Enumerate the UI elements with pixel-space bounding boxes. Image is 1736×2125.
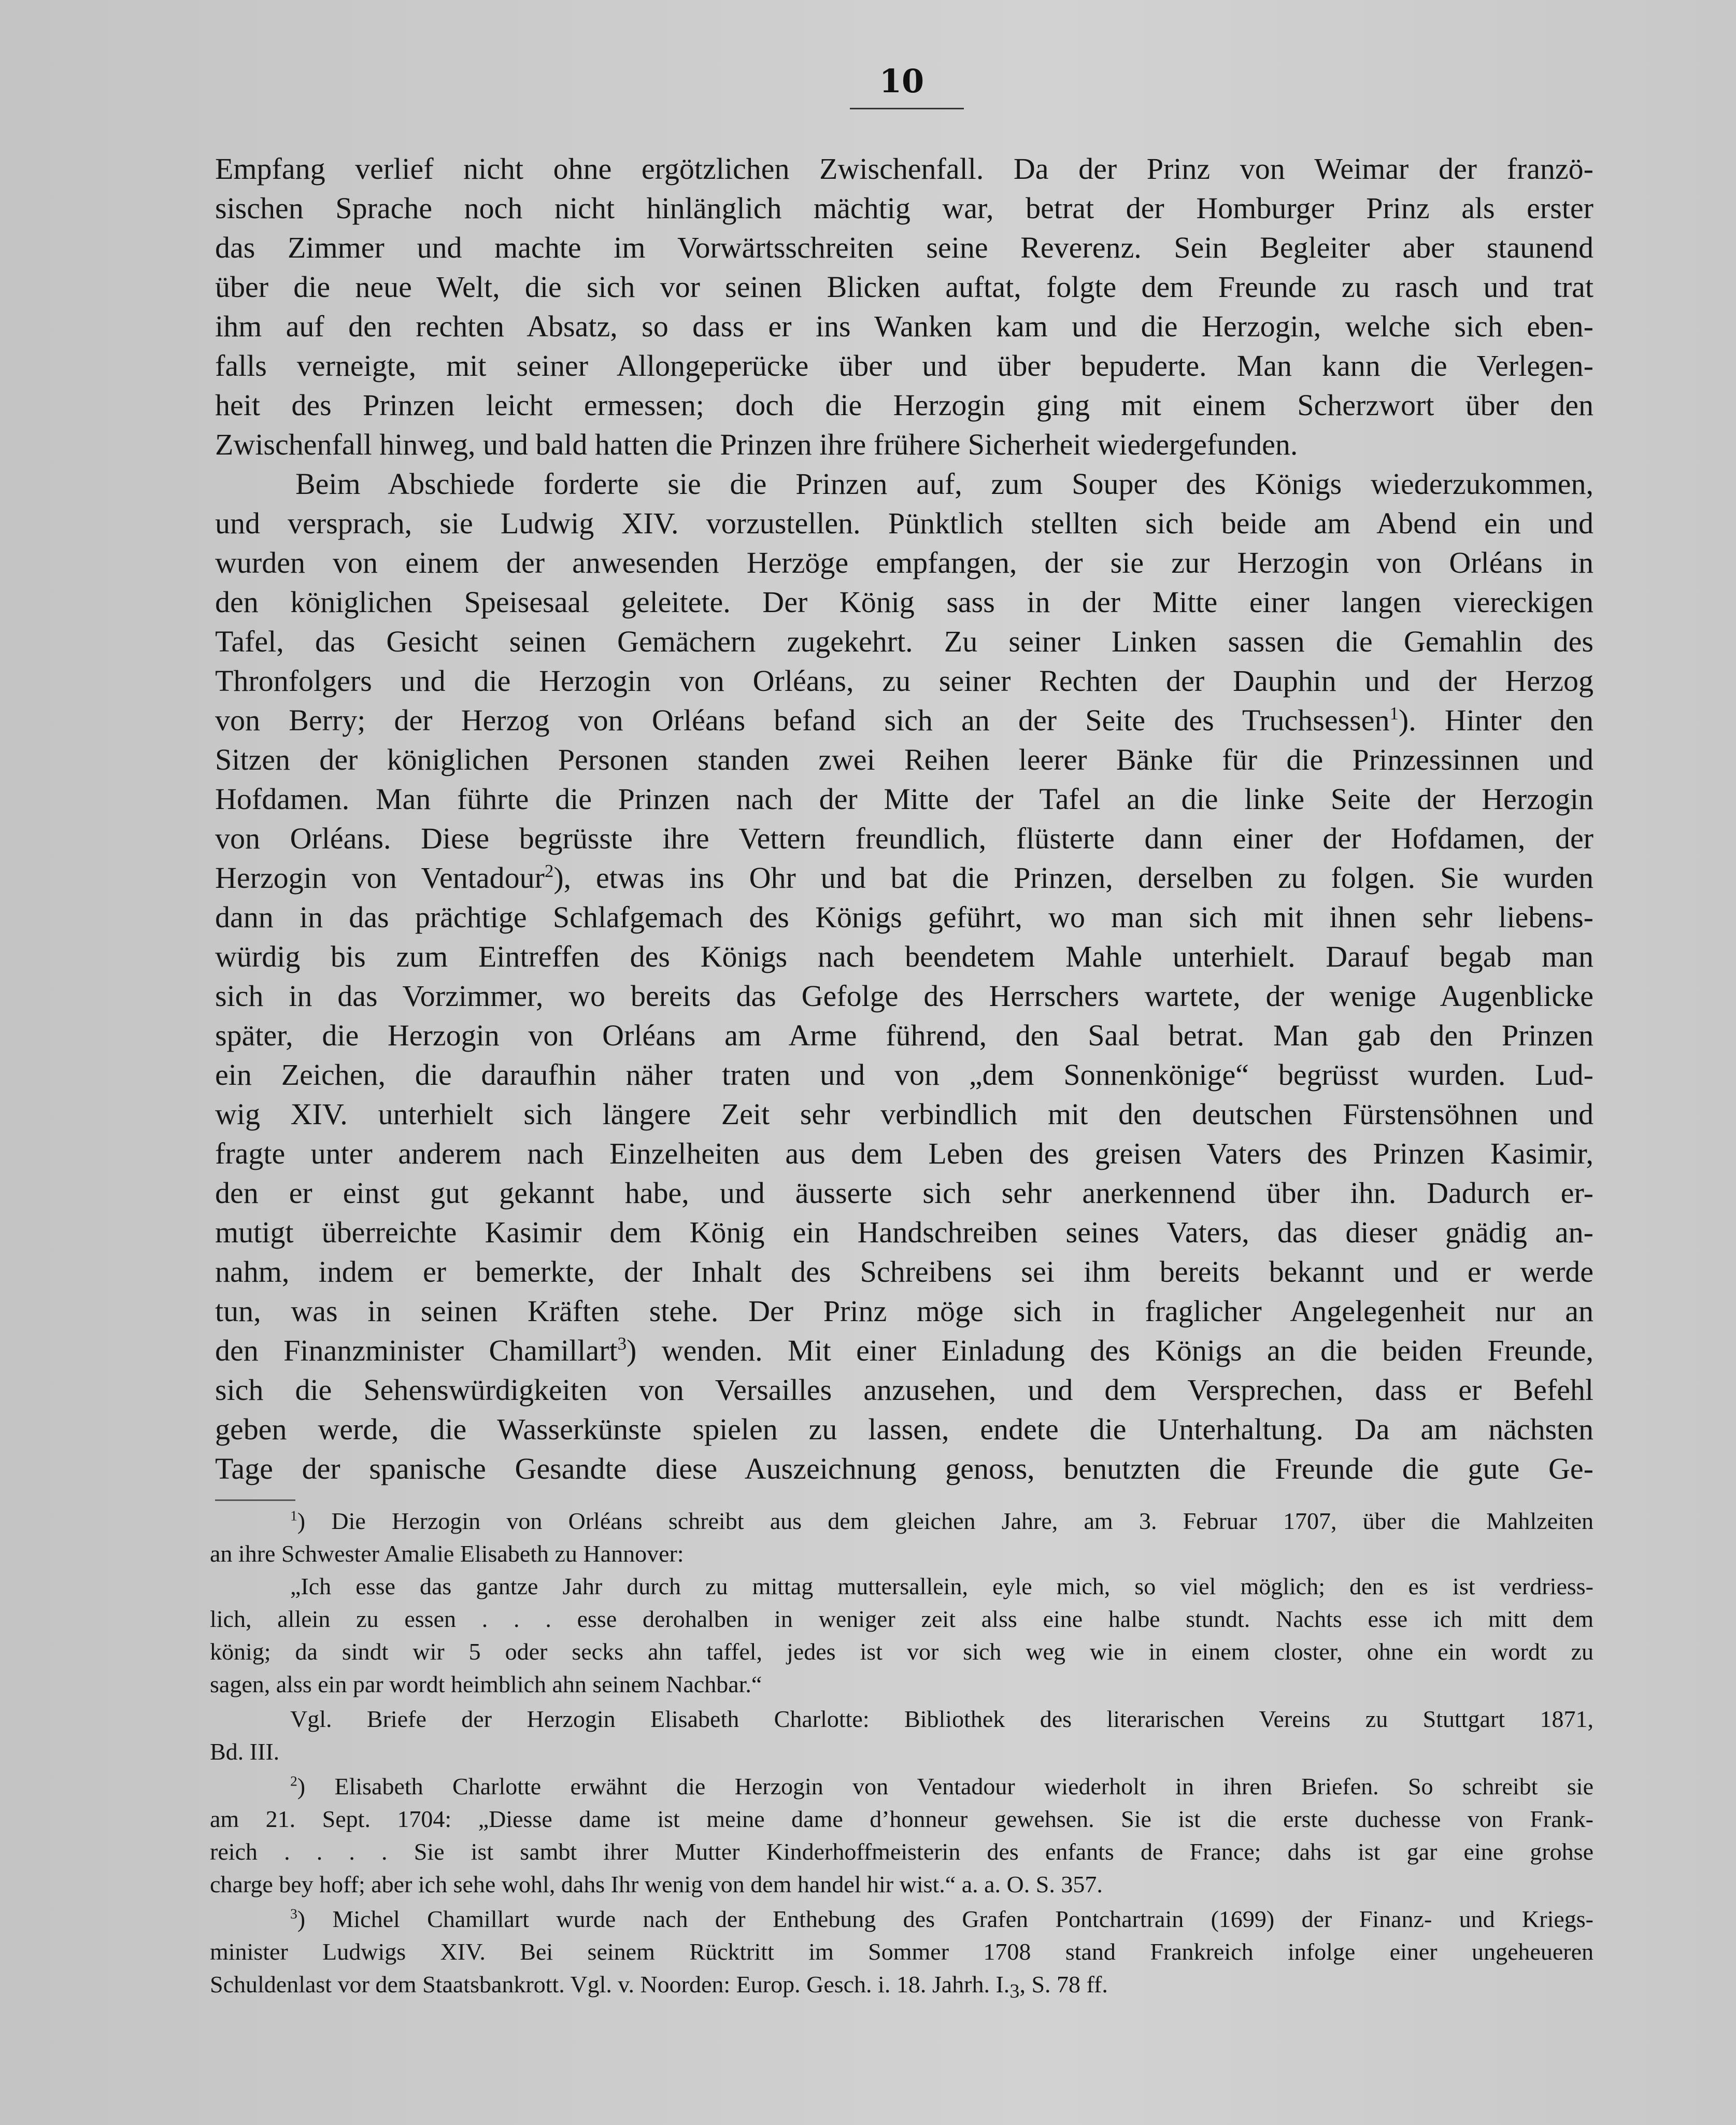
footnote-line — [290, 1507, 1593, 1540]
footnote-marker: 3 — [290, 1905, 297, 1922]
footnote-rule — [215, 1499, 295, 1501]
body-line: ein Zeichen, die daraufhin näher traten und von „dem Sonnenkönige“ begrüsst wurden. Lud- — [215, 1058, 1593, 1092]
body-line: ihm auf den rechten Absatz, so dass er ins Wanken kam und die Herzogin, welche sich eben- — [215, 309, 1593, 343]
footnote-ref: 3 — [617, 1334, 627, 1354]
footnote-marker: 2 — [290, 1773, 297, 1789]
footnote-text: Michel Chamillart wurde nach der Enthebung des Grafen Pontchartrain (1699) der Finanz- und Kriegs- — [332, 1906, 1593, 1932]
body-line-text: ). Hinter den — [1398, 703, 1593, 737]
body-line: sich in das Vorzimmer, wo bereits das Gefolge des Herrschers wartete, der wenige Augenblicke — [215, 979, 1593, 1013]
body-line: Sitzen der königlichen Personen standen zwei Reihen leerer Bänke für die Prinzessinnen und — [215, 743, 1593, 776]
body-line — [215, 858, 1593, 898]
body-line: von Orléans. Diese begrüsste ihre Vettern freundlich, flüsterte dann einer der Hofdamen, der — [215, 821, 1593, 855]
footnote-bracket: ) — [297, 1508, 332, 1534]
footnote-line — [290, 1773, 1593, 1805]
body-line: wurden von einem der anwesenden Herzöge empfangen, der sie zur Herzogin von Orléans in — [215, 546, 1593, 579]
body-line-text: den Finanzminister Chamillart — [215, 1334, 618, 1367]
footnote-text: Elisabeth Charlotte erwähnt die Herzogin von Ventadour wiederholt in ihren Briefen. So schreibt sie — [334, 1773, 1593, 1800]
footnote-line: Bd. III. — [210, 1738, 280, 1765]
footnote-line: sagen, alss ein par wordt heimblich ahn seinem Nachbar.“ — [210, 1671, 762, 1697]
body-line: fragte unter anderem nach Einzelheiten aus dem Leben des greisen Vaters des Prinzen Kasimir, — [215, 1137, 1593, 1170]
footnote-subscript: 3 — [1009, 1980, 1020, 2003]
body-line: und versprach, sie Ludwig XIV. vorzustellen. Pünktlich stellten sich beide am Abend ein und — [215, 506, 1593, 540]
body-line: tun, was in seinen Kräften stehe. Der Prinz möge sich in fraglicher Angelegenheit nur an — [215, 1294, 1593, 1328]
footnote-line: „Ich esse das gantze Jahr durch zu mittag muttersallein, eyle mich, so viel möglich; den es ist verdriess- — [290, 1573, 1593, 1599]
body-line: später, die Herzogin von Orléans am Arme führend, den Saal betrat. Man gab den Prinzen — [215, 1018, 1593, 1052]
body-line: den er einst gut gekannt habe, und äusserte sich sehr anerkennend über ihn. Dadurch er- — [215, 1176, 1593, 1210]
body-line: heit des Prinzen leicht ermessen; doch die Herzogin ging mit einem Scherzwort über den — [215, 388, 1593, 422]
footnote-bracket: ) — [297, 1906, 333, 1932]
footnote-line: charge bey hoff; aber ich sehe wohl, dahs Ihr wenig von dem handel hir wist.“ a. a. O. S. 357. — [210, 1871, 1103, 1897]
footnote-text: Die Herzogin von Orléans schreibt aus dem gleichen Jahre, am 3. Februar 1707, über die Mahlzeiten — [331, 1508, 1593, 1534]
footnote-bracket: ) — [297, 1773, 335, 1800]
footnote-line: Vgl. Briefe der Herzogin Elisabeth Charlotte: Bibliothek des literarischen Vereins zu Stuttgart 1871, — [290, 1706, 1593, 1732]
footnote-line — [210, 1971, 1593, 2003]
body-line: falls verneigte, mit seiner Allongeperücke über und über bepuderte. Man kann die Verlegen- — [215, 349, 1593, 382]
body-line: das Zimmer und machte im Vorwärtsschreiten seine Reverenz. Sein Begleiter aber staunend — [215, 231, 1593, 264]
body-line: Tafel, das Gesicht seinen Gemächern zugekehrt. Zu seiner Linken sassen die Gemahlin des — [215, 625, 1593, 658]
footnote-line: reich . . . . Sie ist sambt ihrer Mutter Kinderhoffmeisterin des enfants de France; dahs ist gar eine grohse — [210, 1838, 1593, 1865]
body-line: über die neue Welt, die sich vor seinen Blicken auftat, folgte dem Freunde zu rasch und trat — [215, 270, 1593, 304]
body-line: sich die Sehenswürdigkeiten von Versailles anzusehen, und dem Versprechen, dass er Befehl — [215, 1373, 1593, 1407]
body-line: wig XIV. unterhielt sich längere Zeit sehr verbindlich mit den deutschen Fürstensöhnen und — [215, 1097, 1593, 1131]
body-line: Empfang verlief nicht ohne ergötzlichen Zwischenfall. Da der Prinz von Weimar der franzö- — [215, 152, 1593, 186]
body-line: Thronfolgers und die Herzogin von Orléans, zu seiner Rechten der Dauphin und der Herzog — [215, 664, 1593, 698]
body-line: nahm, indem er bemerkte, der Inhalt des Schreibens sei ihm bereits bekannt und er werde — [215, 1255, 1593, 1288]
body-line: dann in das prächtige Schlafgemach des Königs geführt, wo man sich mit ihnen sehr liebens- — [215, 900, 1593, 934]
footnote-ref: 1 — [1389, 703, 1399, 724]
body-line — [215, 701, 1593, 740]
body-line-text: ) wenden. Mit einer Einladung des Königs an die beiden Freunde, — [626, 1334, 1593, 1367]
body-line: würdig bis zum Eintreffen des Königs nach beendetem Mahle unterhielt. Darauf begab man — [215, 940, 1593, 973]
body-line: sischen Sprache noch nicht hinlänglich mächtig war, betrat der Homburger Prinz als erster — [215, 191, 1593, 225]
body-line-text: Herzogin von Ventadour — [215, 861, 545, 895]
body-line: Hofdamen. Man führte die Prinzen nach der Mitte der Tafel an die linke Seite der Herzogin — [215, 782, 1593, 816]
footnote-line: an ihre Schwester Amalie Elisabeth zu Hannover: — [210, 1540, 684, 1567]
body-line — [215, 1331, 1593, 1370]
footnote-text: Schuldenlast vor dem Staatsbankrott. Vgl. v. Noorden: Europ. Gesch. i. 18. Jahrh. I. — [210, 1971, 1010, 1998]
page-number: 10 — [879, 62, 924, 100]
page-number-rule — [850, 108, 964, 109]
footnote-line: am 21. Sept. 1704: „Diesse dame ist meine dame d’honneur gewehsen. Sie ist die erste duchesse von Frank- — [210, 1806, 1593, 1832]
body-line-text: ), etwas ins Ohr und bat die Prinzen, derselben zu folgen. Sie wurden — [553, 861, 1593, 895]
footnote-line: minister Ludwigs XIV. Bei seinem Rücktritt im Sommer 1708 stand Frankreich infolge einer ungeheueren — [210, 1938, 1593, 1965]
body-line: geben werde, die Wasserkünste spielen zu lassen, endete die Unterhaltung. Da am nächsten — [215, 1412, 1593, 1446]
footnote-ref: 2 — [544, 861, 554, 882]
body-line: Zwischenfall hinweg, und bald hatten die Prinzen ihre frühere Sicherheit wiedergefunden. — [215, 428, 1298, 461]
footnote-line — [290, 1905, 1593, 1938]
body-line-text: von Berry; der Herzog von Orléans befand sich an der Seite des Truchsessen — [215, 703, 1390, 737]
footnote-line: lich, allein zu essen . . . esse derohalben in weniger zeit alss eine halbe stundt. Nachts esse ich mitt dem — [210, 1606, 1593, 1632]
body-line: mutigt überreichte Kasimir dem König ein Handschreiben seines Vaters, das dieser gnädig an- — [215, 1215, 1593, 1249]
footnote-line: könig; da sindt wir 5 oder secks ahn taffel, jedes ist vor sich weg wie in einem closter, ohne ein wordt zu — [210, 1638, 1593, 1665]
body-line: Tage der spanische Gesandte diese Auszeichnung genoss, benutzten die Freunde die gute Ge- — [215, 1452, 1593, 1485]
body-line: den königlichen Speisesaal geleitete. Der König sass in der Mitte einer langen viereckigen — [215, 585, 1593, 619]
footnote-text: , S. 78 ff. — [1019, 1971, 1108, 1998]
footnote-marker: 1 — [290, 1507, 297, 1524]
body-line: Beim Abschiede forderte sie die Prinzen auf, zum Souper des Königs wiederzukommen, — [295, 467, 1593, 501]
